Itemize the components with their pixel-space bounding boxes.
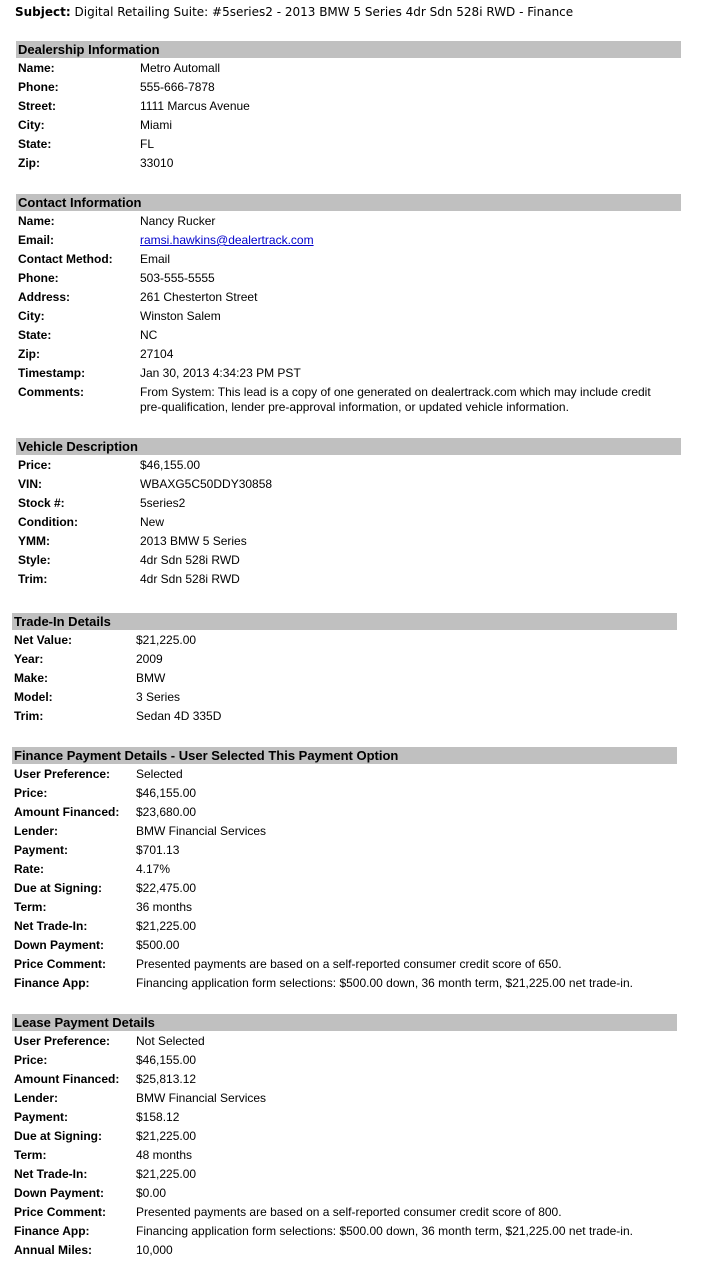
lease-row [12, 1089, 677, 1108]
field-value: 2009 [136, 652, 163, 666]
field-value: BMW Financial Services [136, 824, 267, 838]
field-value: Miami [140, 118, 172, 132]
field-value: 4dr Sdn 528i RWD [140, 572, 240, 586]
dealership-row [16, 97, 681, 116]
lease-row [12, 1203, 677, 1222]
vehicle-section [16, 438, 681, 589]
field-value: $46,155.00 [136, 786, 197, 800]
field-label: Finance App: [14, 1224, 90, 1238]
field-label: Finance App: [14, 976, 90, 990]
lease-row [12, 1070, 677, 1089]
field-value: $25,813.12 [136, 1072, 197, 1086]
contact-row [16, 307, 681, 326]
dealership-row [16, 78, 681, 97]
field-value: NC [140, 328, 158, 342]
field-label: Down Payment: [14, 938, 105, 952]
email-link[interactable]: ramsi.hawkins@dealertrack.com [140, 233, 314, 247]
field-label: Price Comment: [14, 1205, 107, 1219]
field-value: 4.17% [136, 862, 171, 876]
field-value: BMW [136, 671, 166, 685]
field-label: Lender: [14, 1091, 59, 1105]
lease-section [12, 1014, 677, 1260]
field-value: 503-555-5555 [140, 271, 215, 285]
subject-text: Digital Retailing Suite: #5series2 - 2013 BMW 5 Series 4dr Sdn 528i RWD - Finance [74, 5, 574, 19]
field-value: $701.13 [136, 843, 180, 857]
lease-row [12, 1146, 677, 1165]
dealership-row [16, 135, 681, 154]
field-value: WBAXG5C50DDY30858 [140, 477, 273, 491]
vehicle-header: Vehicle Description [16, 438, 681, 455]
vehicle-row [16, 551, 681, 570]
tradein-row [12, 631, 677, 650]
field-value: $500.00 [136, 938, 180, 952]
field-label: Email: [18, 233, 55, 247]
finance-row [12, 917, 677, 936]
vehicle-row [16, 494, 681, 513]
finance-header: Finance Payment Details - User Selected This Payment Option [12, 747, 677, 764]
field-label: Address: [18, 290, 71, 304]
contact-row [16, 383, 681, 415]
field-value: $23,680.00 [136, 805, 197, 819]
field-value: $21,225.00 [136, 633, 197, 647]
contact-row [16, 288, 681, 307]
field-value: Financing application form selections: $500.00 down, 36 month term, $21,225.00 net trade-in. [136, 976, 633, 990]
finance-row [12, 822, 677, 841]
field-value: Presented payments are based on a self-reported consumer credit score of 800. [136, 1205, 562, 1219]
field-label: Payment: [14, 1110, 69, 1124]
contact-row [16, 269, 681, 288]
finance-row [12, 765, 677, 784]
field-label: Term: [14, 900, 47, 914]
field-label: Price: [14, 1053, 48, 1067]
field-label: User Preference: [14, 767, 111, 781]
field-label: Amount Financed: [14, 805, 120, 819]
field-value: 3 Series [136, 690, 181, 704]
contact-row [16, 212, 681, 231]
lease-row [12, 1184, 677, 1203]
field-value: $158.12 [136, 1110, 180, 1124]
field-value: 27104 [140, 347, 174, 361]
field-label: Name: [18, 61, 55, 75]
field-value: FL [140, 137, 155, 151]
contact-row [16, 364, 681, 383]
field-label: Phone: [18, 80, 59, 94]
lease-header: Lease Payment Details [12, 1014, 677, 1031]
lease-row [12, 1051, 677, 1070]
contact-row [16, 231, 681, 250]
field-label: YMM: [18, 534, 50, 548]
field-label: VIN: [18, 477, 42, 491]
field-label: Net Trade-In: [14, 1167, 88, 1181]
dealership-row [16, 154, 681, 173]
field-label: Timestamp: [18, 366, 86, 380]
field-label: Rate: [14, 862, 45, 876]
email-subject [15, 5, 573, 19]
field-label: Contact Method: [18, 252, 113, 266]
field-label: User Preference: [14, 1034, 111, 1048]
field-label: City: [18, 118, 45, 132]
field-label: Net Trade-In: [14, 919, 88, 933]
field-label: Condition: [18, 515, 78, 529]
tradein-row [12, 669, 677, 688]
field-value: $21,225.00 [136, 919, 197, 933]
finance-section [12, 747, 677, 993]
field-value: 4dr Sdn 528i RWD [140, 553, 240, 567]
finance-row [12, 879, 677, 898]
finance-row [12, 898, 677, 917]
field-value: Email [140, 252, 171, 266]
field-value: $22,475.00 [136, 881, 197, 895]
field-label: Phone: [18, 271, 59, 285]
field-label: Zip: [18, 347, 40, 361]
field-label: Down Payment: [14, 1186, 105, 1200]
lease-row [12, 1127, 677, 1146]
field-value: 2013 BMW 5 Series [140, 534, 247, 548]
field-label: Trim: [18, 572, 48, 586]
field-value: Not Selected [136, 1034, 205, 1048]
field-label: Due at Signing: [14, 1129, 102, 1143]
dealership-header: Dealership Information [16, 41, 681, 58]
field-value: Presented payments are based on a self-reported consumer credit score of 650. [136, 957, 562, 971]
field-label: Name: [18, 214, 55, 228]
field-value: 10,000 [136, 1243, 173, 1257]
field-value: 48 months [136, 1148, 193, 1162]
vehicle-row [16, 456, 681, 475]
field-value: BMW Financial Services [136, 1091, 267, 1105]
dealership-row [16, 59, 681, 78]
field-label: Make: [14, 671, 49, 685]
field-value: $0.00 [136, 1186, 167, 1200]
field-value: Winston Salem [140, 309, 221, 323]
lease-row [12, 1241, 677, 1260]
field-label: Price Comment: [14, 957, 107, 971]
field-label: Lender: [14, 824, 59, 838]
vehicle-row [16, 475, 681, 494]
field-value: $21,225.00 [136, 1167, 197, 1181]
contact-row [16, 326, 681, 345]
field-label: City: [18, 309, 45, 323]
field-value: $21,225.00 [136, 1129, 197, 1143]
lease-row [12, 1108, 677, 1127]
field-label: Annual Miles: [14, 1243, 93, 1257]
contact-row [16, 345, 681, 364]
field-label: Amount Financed: [14, 1072, 120, 1086]
vehicle-row [16, 532, 681, 551]
field-value: $46,155.00 [136, 1053, 197, 1067]
field-value: Nancy Rucker [140, 214, 216, 228]
field-value: 261 Chesterton Street [140, 290, 258, 304]
contact-row [16, 250, 681, 269]
field-label: Year: [14, 652, 44, 666]
field-label: Price: [14, 786, 48, 800]
subject-label: Subject: [15, 5, 71, 19]
finance-row [12, 955, 677, 974]
comments-value: From System: This lead is a copy of one generated on dealertrack.com which may include credit pre-qualification, lender pre-approval information, or updated vehicle information. [140, 385, 651, 414]
field-value: Jan 30, 2013 4:34:23 PM PST [140, 366, 301, 380]
field-label: Due at Signing: [14, 881, 102, 895]
vehicle-row [16, 570, 681, 589]
finance-row [12, 803, 677, 822]
field-label: Stock #: [18, 496, 65, 510]
dealership-row [16, 116, 681, 135]
field-value: Sedan 4D 335D [136, 709, 222, 723]
finance-row [12, 784, 677, 803]
field-label: Comments: [18, 385, 85, 399]
field-label: Price: [18, 458, 52, 472]
tradein-header: Trade-In Details [12, 613, 677, 630]
field-value: New [140, 515, 165, 529]
field-value: Selected [136, 767, 183, 781]
lease-row [12, 1222, 677, 1241]
contact-header: Contact Information [16, 194, 681, 211]
field-label: State: [18, 137, 52, 151]
field-value: 1111 Marcus Avenue [140, 99, 250, 113]
field-label: Model: [14, 690, 53, 704]
field-value: Financing application form selections: $500.00 down, 36 month term, $21,225.00 net trade-in. [136, 1224, 633, 1238]
field-value: $46,155.00 [140, 458, 201, 472]
field-value: 5series2 [140, 496, 186, 510]
vehicle-row [16, 513, 681, 532]
tradein-row [12, 650, 677, 669]
field-label: Trim: [14, 709, 44, 723]
lease-row [12, 1165, 677, 1184]
tradein-row [12, 707, 677, 726]
tradein-section [12, 613, 677, 726]
field-label: Payment: [14, 843, 69, 857]
finance-row [12, 860, 677, 879]
field-label: Zip: [18, 156, 40, 170]
lease-row [12, 1032, 677, 1051]
finance-row [12, 936, 677, 955]
field-label: Net Value: [14, 633, 73, 647]
field-label: State: [18, 328, 52, 342]
field-label: Street: [18, 99, 57, 113]
field-value: 36 months [136, 900, 193, 914]
finance-row [12, 974, 677, 993]
field-value: 555-666-7878 [140, 80, 215, 94]
field-label: Style: [18, 553, 51, 567]
field-value: Metro Automall [140, 61, 221, 75]
dealership-section [16, 41, 681, 173]
finance-row [12, 841, 677, 860]
field-label: Term: [14, 1148, 47, 1162]
contact-section [16, 194, 681, 415]
field-value: 33010 [140, 156, 174, 170]
tradein-row [12, 688, 677, 707]
